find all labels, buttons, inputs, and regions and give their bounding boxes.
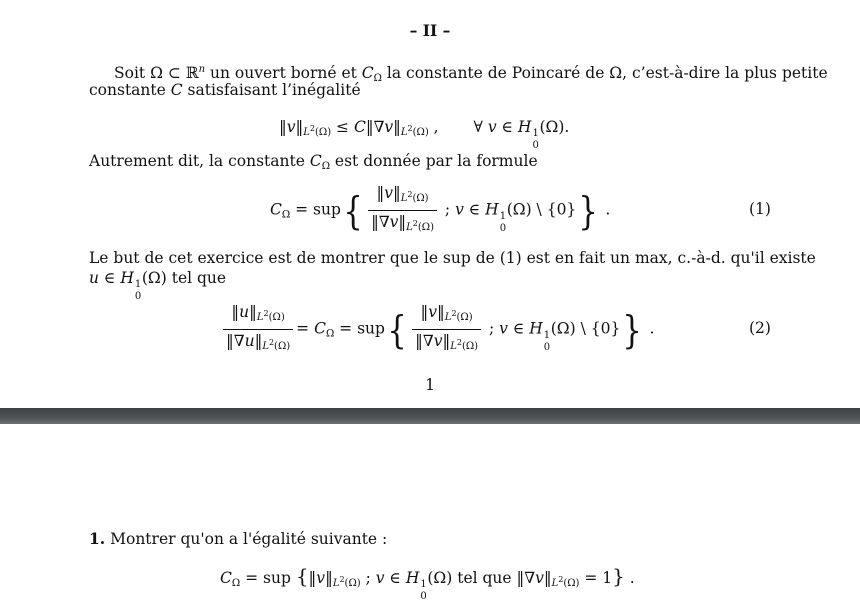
intro-line-2: constante C satisfaisant l’inégalité xyxy=(89,81,361,99)
section-title: – II – xyxy=(409,21,451,40)
eq2-rhs-fraction: $\frac{‖v‖_{L^2(\Omega)}}{‖\nabla v‖_{L^2(\Omega)}}$ xyxy=(412,302,481,357)
equation-1-number: (1) xyxy=(749,200,771,218)
page-separator xyxy=(0,408,860,424)
text-but-line-2: u ∈ H 1 0 (Ω) tel que xyxy=(89,269,227,302)
equation-2-number: (2) xyxy=(749,319,771,337)
equation-1: $C_\Omega = sup${ $\frac{‖v‖_{L^2(\Omega)}}{‖\nabla v‖_{L^2(\Omega)}}$ ; v ∈ H 1 0 (Ω) \ {0}} . xyxy=(270,183,610,238)
intro-line-1: Soit Ω ⊂ ℝ$^n$ un ouvert borné et $C_\Omega$ la constante de Poincaré de Ω, c’est-à-dire la plus petite xyxy=(114,64,828,84)
equation-2: $\frac{‖u‖_{L^2(\Omega)}}{‖\nabla u‖_{L^2(\Omega)}}$ = $C_\Omega = sup${ $\frac{‖v‖_{L^2(\Omega)}}{‖\nabla v‖_{L^2(\Omega)}}$ ; v ∈ H 1 0 (Ω) \ {0}} . xyxy=(220,302,654,357)
question-1-label: 1. xyxy=(89,529,106,548)
eq2-lhs-fraction: $\frac{‖u‖_{L^2(\Omega)}}{‖\nabla u‖_{L^2(\Omega)}}$ xyxy=(223,302,293,357)
question-1-text: Montrer qu'on a l'égalité suivante : xyxy=(110,530,388,548)
eq1-fraction: $\frac{‖v‖_{L^2(\Omega)}}{‖\nabla v‖_{L^2(\Omega)}}$ xyxy=(368,183,437,238)
text-autrement: Autrement dit, la constante $C_\Omega$ est donnée par la formule xyxy=(89,152,538,172)
poincare-inequality: $‖v‖_{L^2(\Omega)}$ ≤ $C‖\nabla v‖_{L^2(\Omega)}$ , ∀ v ∈ H 1 0 (Ω). xyxy=(279,118,570,151)
text-but-line-1: Le but de cet exercice est de montrer que le sup de (1) est en fait un max, c.-à-d. qu'il existe xyxy=(89,249,816,267)
page-2 xyxy=(0,424,860,602)
page-number: 1 xyxy=(425,376,435,394)
question-1-formula: $C_\Omega$ = sup {$‖v‖_{L^2(\Omega)}$ ; v ∈ H 1 0 (Ω) tel que $‖\nabla v‖_{L^2(\Omega)} = 1$} . xyxy=(220,564,635,602)
question-1 xyxy=(89,529,387,549)
